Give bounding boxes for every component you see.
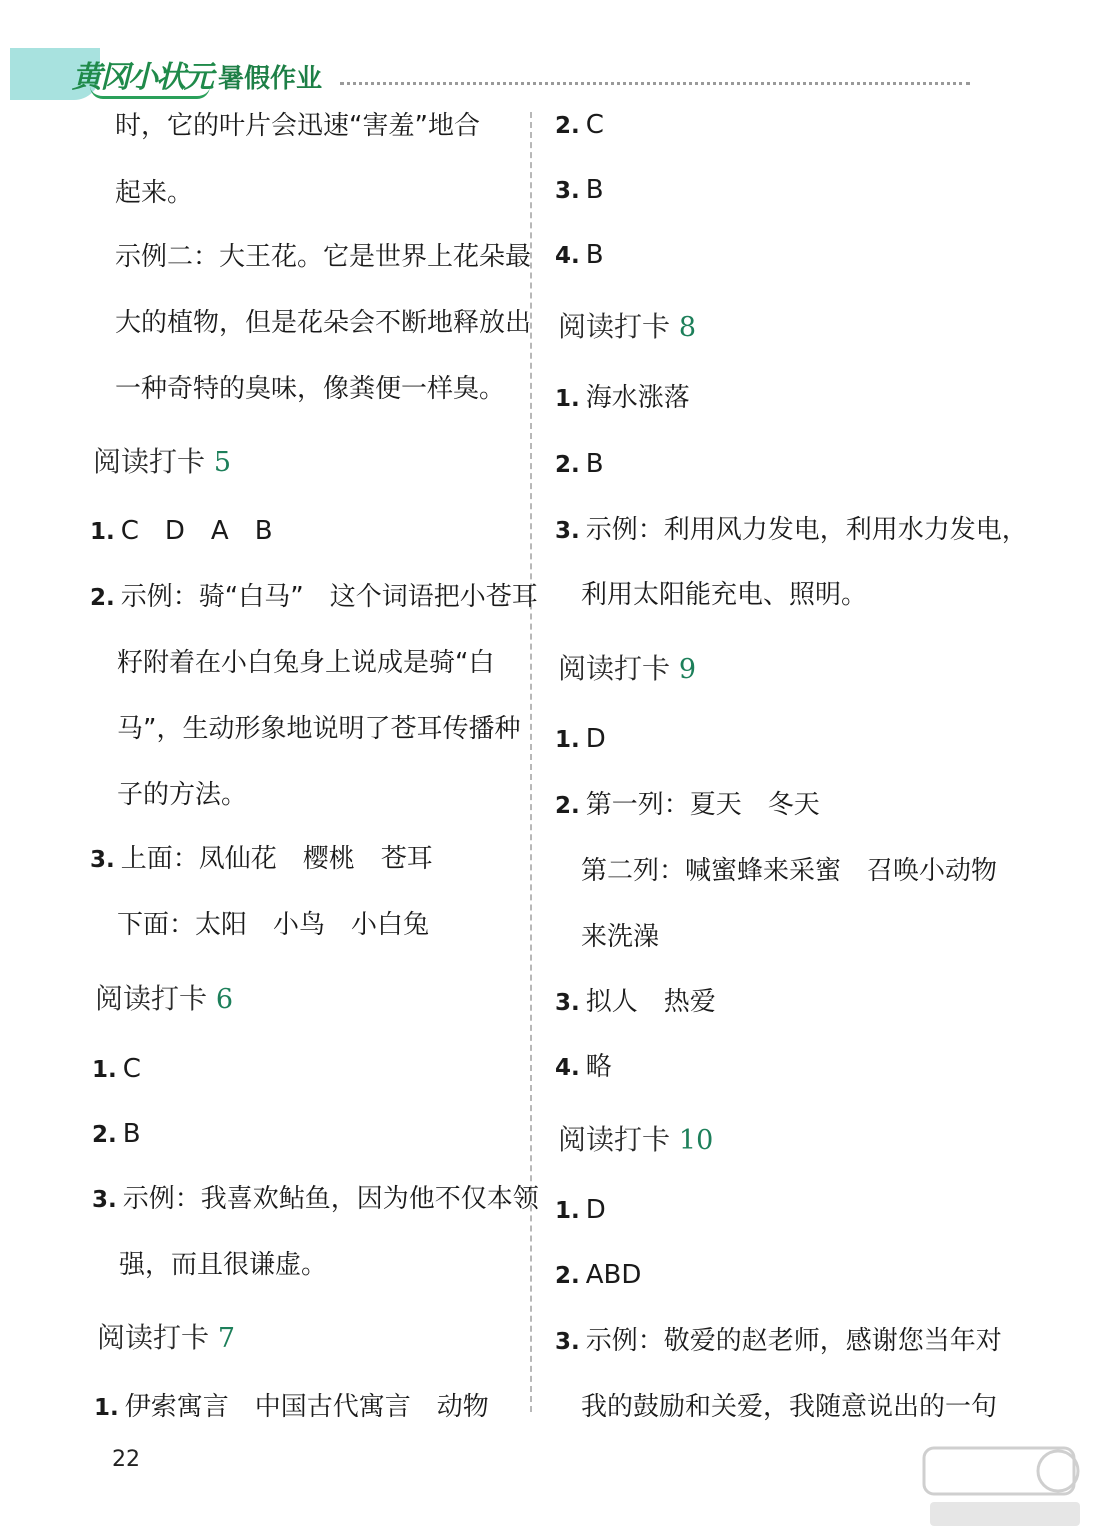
series-title: 暑假作业 bbox=[218, 64, 323, 94]
answer-item: 2. C bbox=[555, 110, 604, 140]
section-heading-7 bbox=[97, 1320, 235, 1357]
text-line: 示例二：大王花。它是世界上花朵最 bbox=[115, 242, 532, 272]
section-number: 5 bbox=[213, 447, 232, 478]
answer-item: 2. 第一列：夏天 冬天 bbox=[555, 790, 820, 820]
answer-item: 3. B bbox=[555, 175, 604, 205]
section-number: 8 bbox=[678, 312, 697, 343]
answer-item: 3. 示例：利用风力发电，利用水力发电， bbox=[555, 515, 1028, 545]
answer-item: 1. D bbox=[555, 724, 606, 754]
section-heading-8 bbox=[558, 309, 696, 346]
text-line: 一种奇特的臭味，像粪便一样臭。 bbox=[115, 374, 506, 404]
text-line: 我的鼓励和关爱，我随意说出的一句 bbox=[581, 1392, 998, 1422]
section-title: 阅读打卡 bbox=[558, 652, 671, 685]
text-line: 马”，生动形象地说明了苍耳传播种 bbox=[117, 714, 521, 744]
answer-item: 3. 示例：敬爱的赵老师，感谢您当年对 bbox=[555, 1326, 1002, 1356]
section-title: 阅读打卡 bbox=[558, 310, 671, 343]
section-number: 6 bbox=[215, 984, 234, 1015]
section-number: 10 bbox=[678, 1125, 714, 1156]
answer-item: 1. C bbox=[92, 1054, 141, 1084]
brand-swoosh bbox=[90, 86, 210, 99]
section-heading-10 bbox=[558, 1122, 713, 1159]
header-dotted-rule bbox=[340, 82, 970, 85]
text-line: 起来。 bbox=[115, 178, 194, 208]
text-line: 强，而且很谦虚。 bbox=[119, 1250, 328, 1280]
watermark-logo bbox=[920, 1444, 1090, 1532]
brand-logo: 黄冈小状元 bbox=[72, 60, 212, 95]
answer-item: 1. D bbox=[555, 1195, 606, 1225]
answer-item: 2. ABD bbox=[555, 1260, 642, 1290]
answer-item: 3. 上面：凤仙花 樱桃 苍耳 bbox=[90, 844, 433, 874]
answer-item: 3. 拟人 热爱 bbox=[555, 987, 716, 1017]
text-line: 大的植物，但是花朵会不断地释放出 bbox=[115, 308, 532, 338]
text-line: 下面：太阳 小鸟 小白兔 bbox=[117, 910, 430, 940]
section-heading-5 bbox=[93, 444, 231, 481]
answer-item: 4. B bbox=[555, 240, 604, 270]
text-line: 来洗澡 bbox=[581, 922, 660, 952]
section-heading-9 bbox=[558, 651, 696, 688]
answer-item: 2. B bbox=[92, 1119, 141, 1149]
section-heading-6 bbox=[95, 981, 233, 1018]
answer-item: 1. C D A B bbox=[90, 516, 273, 546]
section-title: 阅读打卡 bbox=[97, 1321, 210, 1354]
section-title: 阅读打卡 bbox=[95, 982, 208, 1015]
text-line: 籽附着在小白兔身上说成是骑“白 bbox=[117, 648, 495, 678]
text-line: 第二列：喊蜜蜂来采蜜 召唤小动物 bbox=[581, 856, 998, 886]
answer-item: 1. 伊索寓言 中国古代寓言 动物 bbox=[94, 1392, 489, 1422]
answer-item: 1. 海水涨落 bbox=[555, 383, 690, 413]
answer-item: 4. 略 bbox=[555, 1052, 612, 1082]
page-number: 22 bbox=[112, 1447, 140, 1472]
text-line: 时，它的叶片会迅速“害羞”地合 bbox=[115, 111, 480, 141]
answer-item: 2. B bbox=[555, 449, 604, 479]
text-line: 利用太阳能充电、照明。 bbox=[581, 580, 868, 610]
section-title: 阅读打卡 bbox=[93, 445, 206, 478]
answer-item: 2. 示例：骑“白马” 这个词语把小苍耳 bbox=[90, 582, 538, 612]
page-header bbox=[0, 0, 1095, 110]
answer-item: 3. 示例：我喜欢鲇鱼，因为他不仅本领 bbox=[92, 1184, 539, 1214]
section-title: 阅读打卡 bbox=[558, 1123, 671, 1156]
text-line: 子的方法。 bbox=[117, 780, 248, 810]
section-number: 9 bbox=[678, 654, 697, 685]
section-number: 7 bbox=[217, 1323, 236, 1354]
